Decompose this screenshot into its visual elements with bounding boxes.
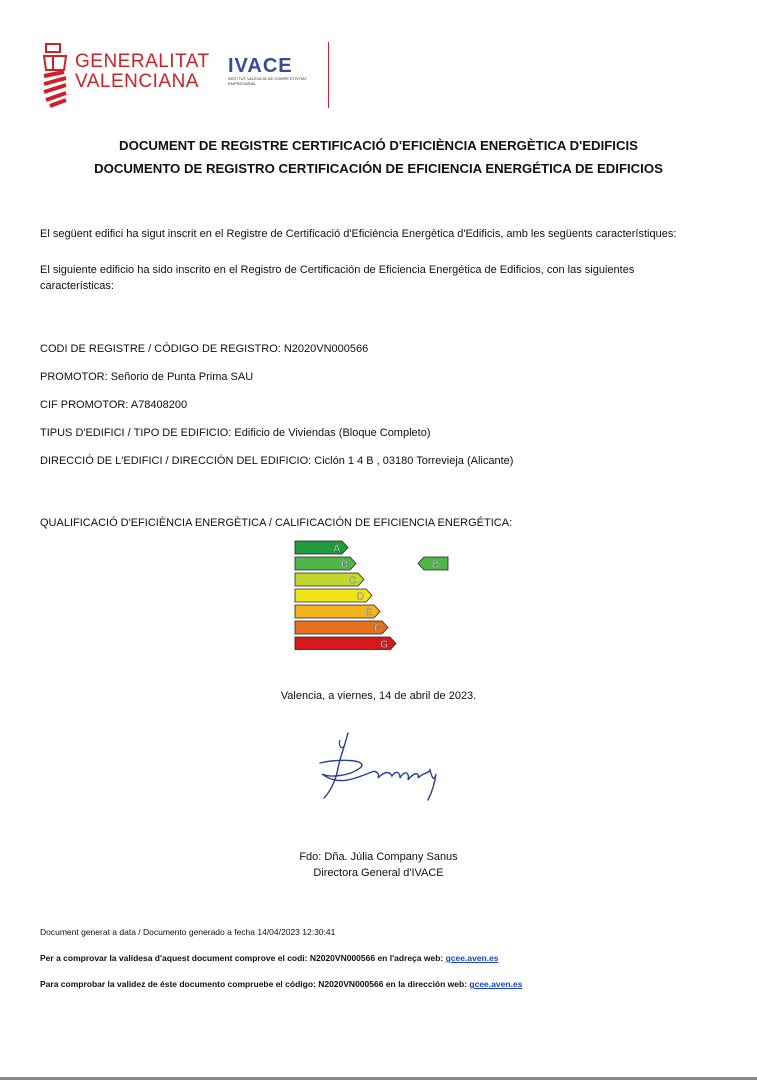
building-type: TIPUS D'EDIFICI / TIPO DE EDIFICIO: Edificio de Viviendas (Bloque Completo) bbox=[40, 427, 431, 439]
ivace-logo-text: IVACE bbox=[228, 55, 293, 77]
verify-text-es: Para comprobar la validez de éste documento compruebe el código: N2020VN000566 en la dirección web: bbox=[40, 979, 470, 989]
intro-paragraph-ca: El següent edifici ha sigut inscrit en el Registre de Certificació d'Eficiència Energètica d'Edificis, amb les següents característiques: bbox=[40, 228, 677, 240]
rating-letter-b: B bbox=[341, 559, 348, 571]
document-title-es: DOCUMENTO DE REGISTRO CERTIFICACIÓN DE EFICIENCIA ENERGÉTICA DE EDIFICIOS bbox=[94, 161, 663, 176]
signer-block bbox=[0, 849, 757, 881]
rating-bar-a bbox=[295, 541, 348, 554]
rating-letter-c: C bbox=[348, 575, 356, 587]
promoter: PROMOTOR: Señorio de Punta Prima SAU bbox=[40, 371, 254, 383]
rating-letter-a: A bbox=[333, 543, 340, 555]
building-address: DIRECCIÓ DE L'EDIFICI / DIRECCIÓN DEL EDIFICIO: Ciclón 1 4 B , 03180 Torrevieja (Alicante) bbox=[40, 455, 514, 467]
generalitat-crest-icon bbox=[40, 42, 70, 108]
promoter-cif: CIF PROMOTOR: A78408200 bbox=[40, 399, 188, 411]
verify-link-ca[interactable]: gcee.aven.es bbox=[445, 953, 499, 963]
rating-letter-e: E bbox=[365, 607, 372, 619]
issue-date: Valencia, a viernes, 14 de abril de 2023. bbox=[280, 690, 477, 702]
signer-role: Directora General d'IVACE bbox=[313, 867, 444, 879]
intro-paragraph-es: El siguiente edificio ha sido inscrito en el Registro de Certificación de Eficiencia Energética de Edificios, con las siguientes características: bbox=[40, 264, 635, 292]
signer-name: Fdo: Dña. Júlia Company Sanus bbox=[299, 851, 458, 863]
handwritten-signature bbox=[300, 728, 450, 808]
verify-note-ca bbox=[40, 953, 499, 963]
rating-letter-d: D bbox=[356, 591, 364, 603]
generated-timestamp: Document generat a data / Documento generado a fecha 14/04/2023 12:30:41 bbox=[40, 927, 336, 937]
generalitat-logo-text bbox=[75, 52, 210, 92]
rating-letter-f: F bbox=[373, 623, 380, 635]
rating-result-letter: B bbox=[432, 559, 440, 571]
logo-line-1: GENERALITAT bbox=[75, 51, 210, 72]
rating-letter-g: G bbox=[380, 639, 388, 650]
logo-line-2: VALENCIANA bbox=[75, 71, 199, 92]
header-divider bbox=[328, 42, 329, 108]
registry-code: CODI DE REGISTRE / CÓDIGO DE REGISTRO: N2020VN000566 bbox=[40, 343, 369, 355]
rating-label: QUALIFICACIÓ D'EFICIÈNCIA ENERGÈTICA / CALIFICACIÓN DE EFICIENCIA ENERGÉTICA: bbox=[40, 517, 513, 529]
ivace-logo bbox=[228, 56, 318, 86]
verify-text-ca: Per a comprovar la validesa d'aquest document comprove el codi: N2020VN000566 en l'adreça web: bbox=[40, 953, 446, 963]
document-title-ca: DOCUMENT DE REGISTRE CERTIFICACIÓ D'EFICIÈNCIA ENERGÈTICA D'EDIFICIS bbox=[119, 138, 638, 153]
verify-note-es bbox=[40, 979, 522, 989]
energy-rating-scale bbox=[294, 540, 494, 650]
verify-link-es[interactable]: gcee.aven.es bbox=[469, 979, 523, 989]
ivace-logo-subtitle: INSTITUT VALENCIÀ DE COMPETITIVITAT EMPRESARIAL bbox=[228, 76, 307, 86]
